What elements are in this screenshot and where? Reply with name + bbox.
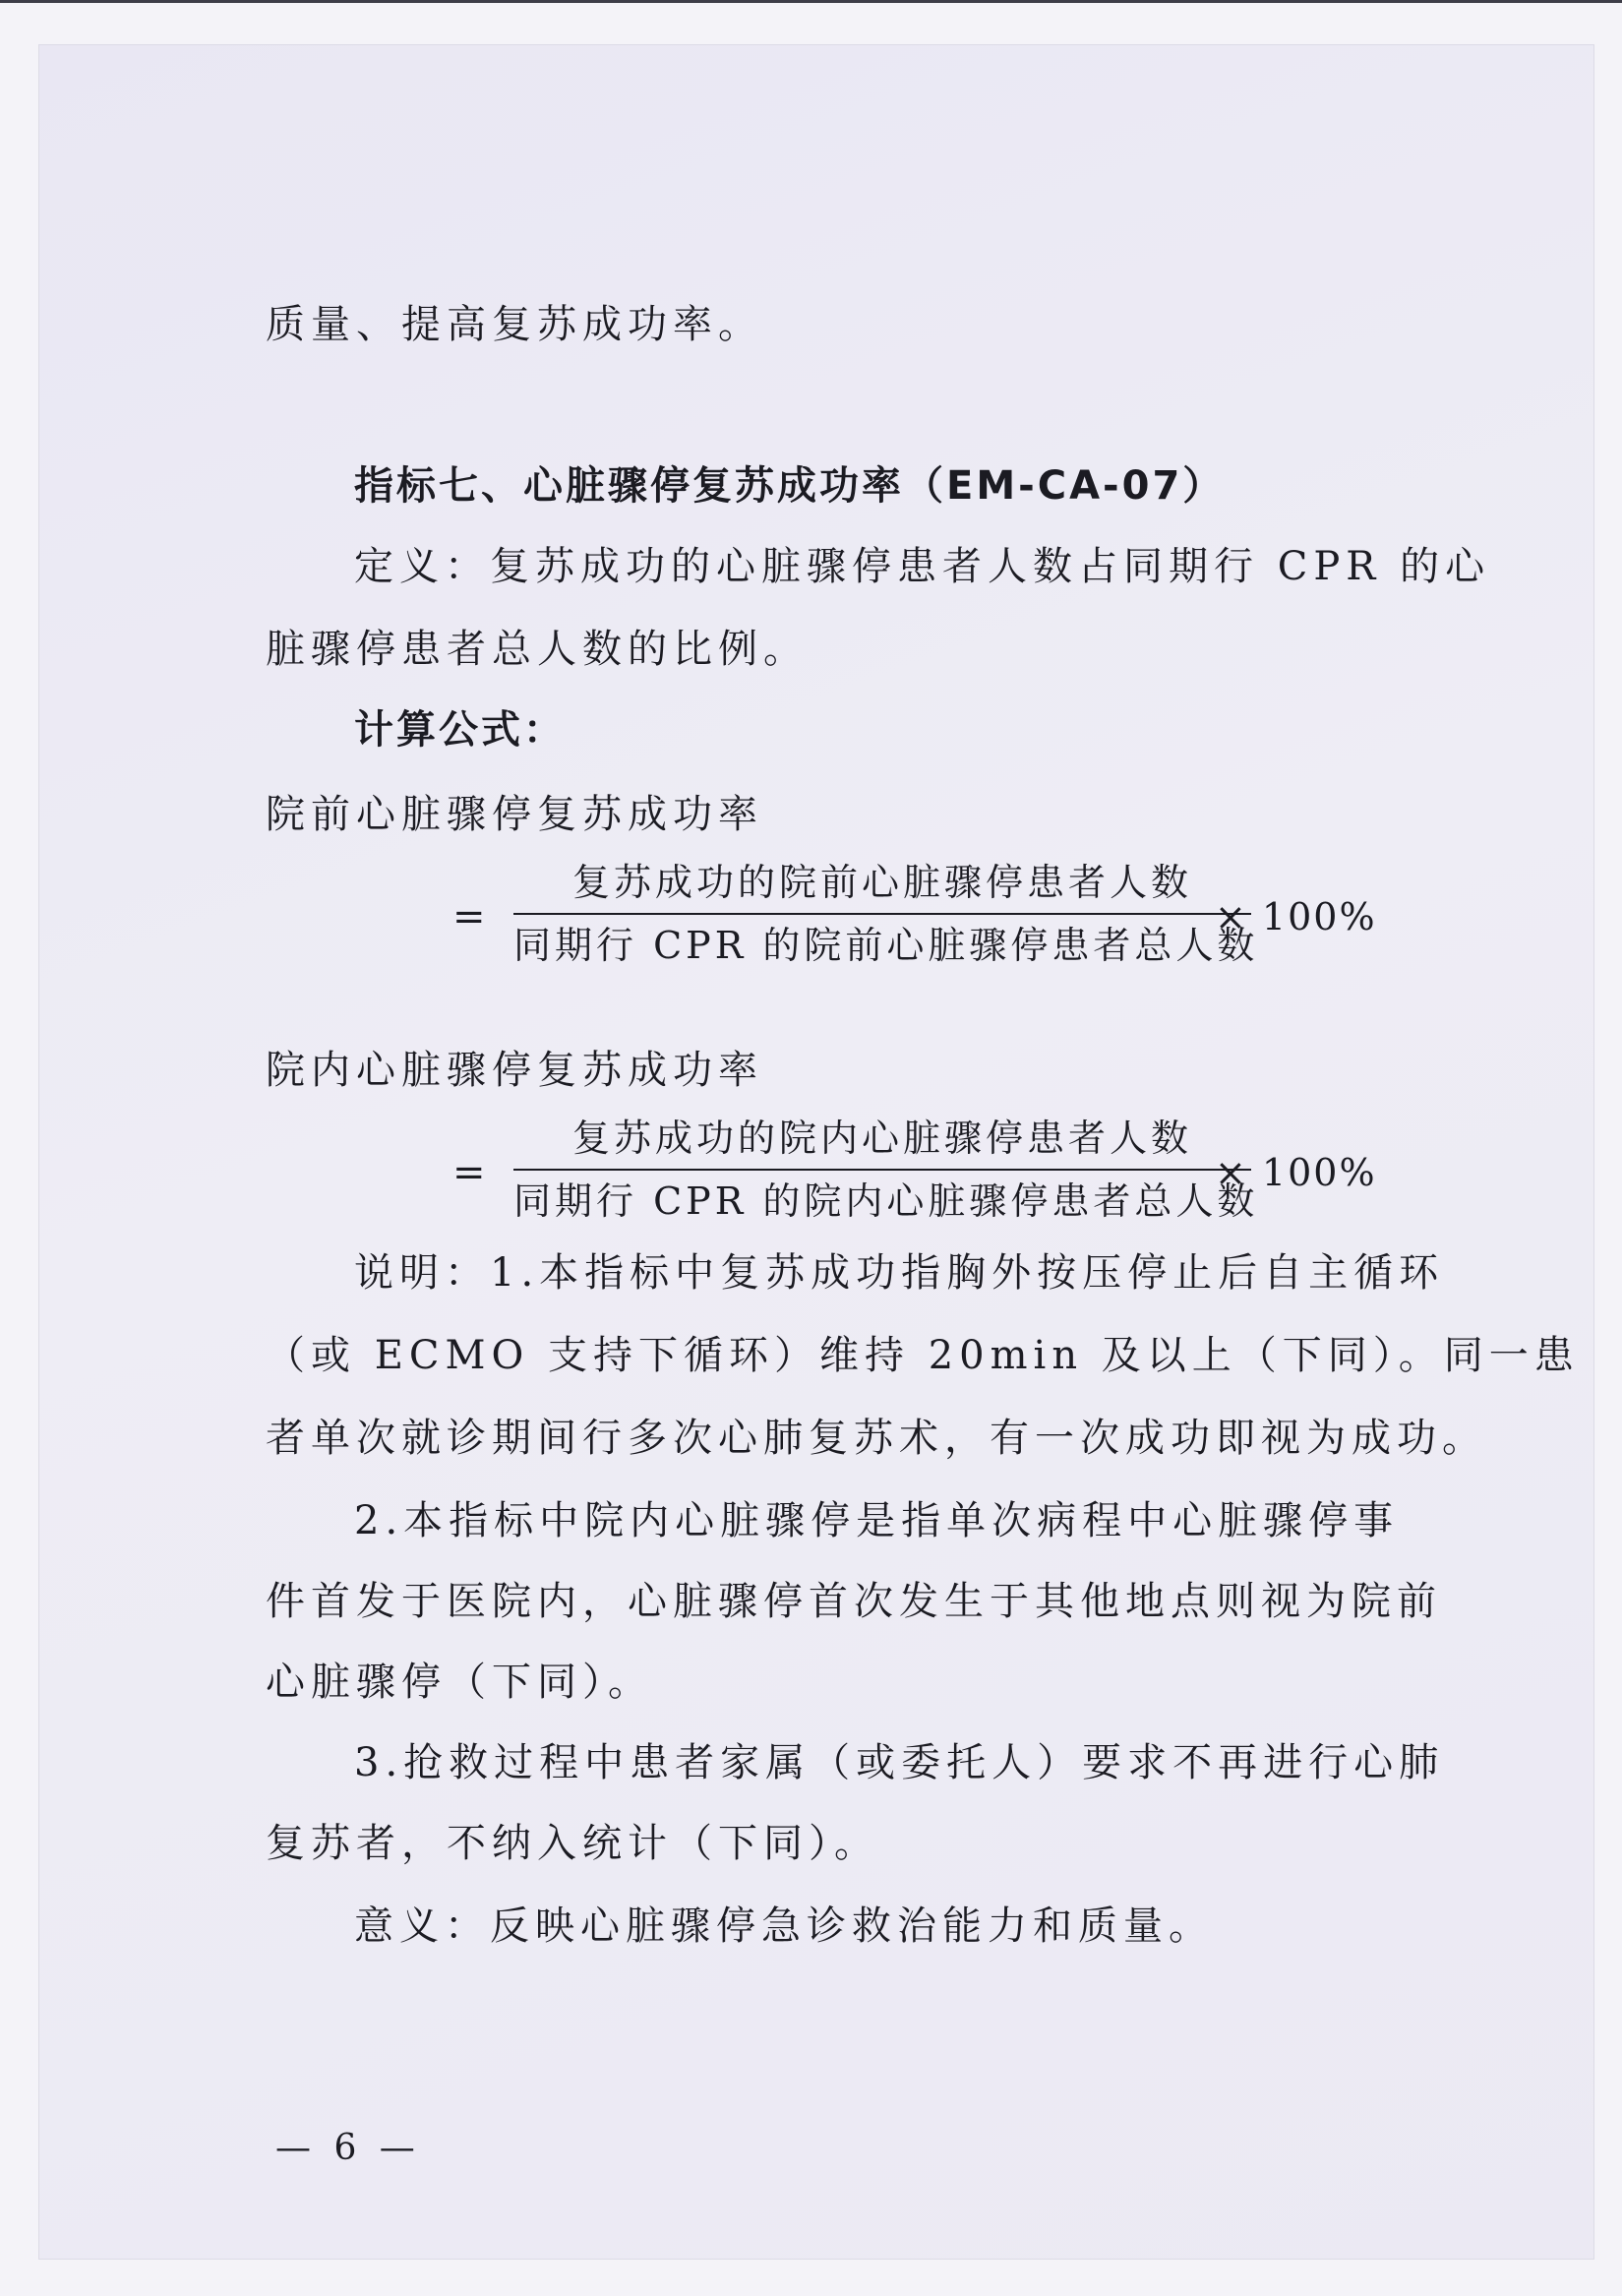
times-percent: × 100% <box>1215 895 1377 938</box>
note-2-line-2: 件首发于医院内，心脏骤停首次发生于其他地点则视为院前 <box>266 1579 1442 1624</box>
note-1-line-2: （或 ECMO 支持下循环）维持 20min 及以上（下同）。同一患 <box>266 1333 1580 1378</box>
equals-sign: = <box>452 894 486 939</box>
denominator: 同期行 CPR 的院内心脏骤停患者总人数 <box>513 1179 1259 1223</box>
indicator-heading: 指标七、心脏骤停复苏成功率（EM-CA-07） <box>354 463 1226 509</box>
times-percent: × 100% <box>1215 1151 1377 1194</box>
definition-line-1: 定义：复苏成功的心脏骤停患者人数占同期行 CPR 的心 <box>354 544 1491 589</box>
definition-line-2: 脏骤停患者总人数的比例。 <box>266 627 809 672</box>
fraction <box>513 858 1259 970</box>
page-number: — 6 — <box>275 2128 421 2168</box>
fraction <box>513 1114 1259 1226</box>
note-1-line-3: 者单次就诊期间行多次心肺复苏术，有一次成功即视为成功。 <box>266 1416 1487 1461</box>
inhospital-rate-label: 院内心脏骤停复苏成功率 <box>266 1048 763 1093</box>
inhospital-formula <box>452 1114 1377 1241</box>
numerator: 复苏成功的院前心脏骤停患者人数 <box>571 861 1192 904</box>
numerator: 复苏成功的院内心脏骤停患者人数 <box>571 1117 1192 1160</box>
fraction-bar <box>513 913 1251 915</box>
scan-edge <box>0 0 1622 3</box>
meaning-line: 意义：反映心脏骤停急诊救治能力和质量。 <box>354 1903 1214 1949</box>
text-line-quality: 质量、提高复苏成功率。 <box>266 302 763 347</box>
denominator: 同期行 CPR 的院前心脏骤停患者总人数 <box>513 924 1259 967</box>
note-3-line-2: 复苏者，不纳入统计（下同）。 <box>266 1821 879 1866</box>
calc-formula-label: 计算公式： <box>354 707 566 753</box>
note-1-line-1: 说明：1.本指标中复苏成功指胸外按压停止后自主循环 <box>354 1250 1445 1296</box>
equals-sign: = <box>452 1150 486 1195</box>
prehospital-rate-label: 院前心脏骤停复苏成功率 <box>266 792 763 837</box>
note-3-line-1: 3.抢救过程中患者家属（或委托人）要求不再进行心肺 <box>354 1740 1445 1785</box>
note-2-line-3: 心脏骤停（下同）。 <box>266 1660 653 1705</box>
prehospital-formula <box>452 858 1377 986</box>
note-2-line-1: 2.本指标中院内心脏骤停是指单次病程中心脏骤停事 <box>354 1498 1400 1543</box>
fraction-bar <box>513 1169 1251 1171</box>
